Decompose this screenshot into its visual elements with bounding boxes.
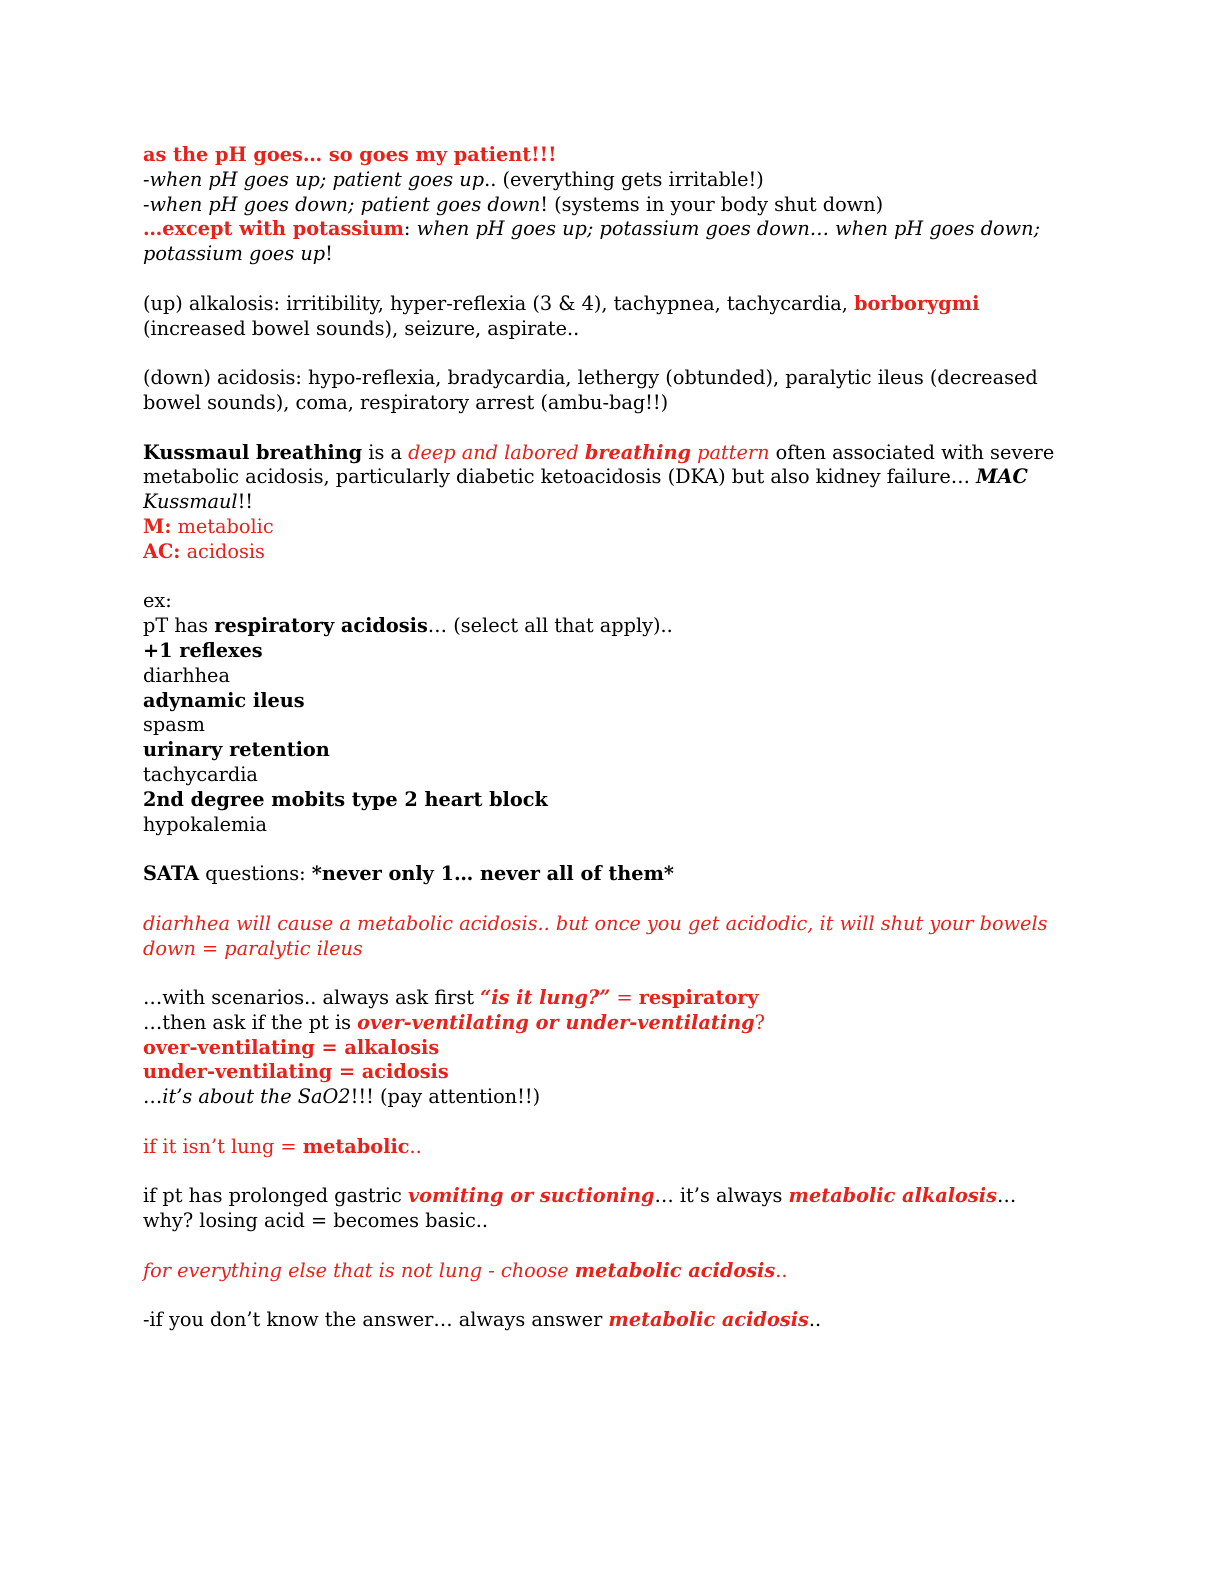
over-ventilating-line: over-ventilating = alkalosis <box>143 1035 440 1059</box>
example-option: +1 reflexes <box>143 638 263 662</box>
sata-rule-line: SATA questions: *never only 1… never all of them* <box>143 862 675 886</box>
dont-know-line: -if you don’t know the answer… always answer metabolic acidosis.. <box>143 1308 822 1332</box>
example-label: ex: <box>143 589 172 613</box>
potassium-exception-line-2: potassium goes up! <box>143 242 333 266</box>
scenario-ventilating-line: …then ask if the pt is over-ventilating or under-ventilating? <box>143 1010 765 1034</box>
kussmaul-line-2: metabolic acidosis, particularly diabetic ketoacidosis (DKA) but also kidney failure… MAC <box>143 465 1028 489</box>
kussmaul-line-3: Kussmaul!! <box>143 490 254 514</box>
intro-down-line: -when pH goes down; patient goes down! (systems in your body shut down) <box>143 192 884 216</box>
borborygmi-highlight: borborygmi <box>854 291 980 315</box>
scenario-lung-line: …with scenarios.. always ask first “is it lung?” = respiratory <box>143 986 759 1010</box>
vomiting-line: if pt has prolonged gastric vomiting or suctioning… it’s always metabolic alkalosis… <box>143 1184 1017 1208</box>
mac-m-line: M: metabolic <box>143 514 274 538</box>
example-question: pT has respiratory acidosis… (select all that apply).. <box>143 614 673 638</box>
mac-ac-line: AC: acidosis <box>143 539 265 563</box>
kussmaul-line: Kussmaul breathing is a deep and labored breathing pattern often associated with severe <box>143 440 1055 464</box>
metabolic-line: if it isn’t lung = metabolic.. <box>143 1134 422 1158</box>
example-option: adynamic ileus <box>143 688 305 712</box>
example-option: spasm <box>143 713 205 737</box>
sao2-line: …it’s about the SaO2!!! (pay attention!!) <box>143 1085 541 1109</box>
diarhhea-note-line: diarhhea will cause a metabolic acidosis.. but once you get acidodic, it will shut your bowels <box>143 911 1048 935</box>
example-option: hypokalemia <box>143 812 267 836</box>
under-ventilating-line: under-ventilating = acidosis <box>143 1060 449 1084</box>
acidosis-line: (down) acidosis: hypo-reflexia, bradycardia, lethergy (obtunded), paralytic ileus (decreased <box>143 366 1038 390</box>
acidosis-line-2: bowel sounds), coma, respiratory arrest (ambu-bag!!) <box>143 390 669 414</box>
document-page <box>143 143 1083 1333</box>
alkalosis-line-2: (increased bowel sounds), seizure, aspirate.. <box>143 316 580 340</box>
example-option: 2nd degree mobits type 2 heart block <box>143 787 548 811</box>
alkalosis-line: (up) alkalosis: irritibility, hyper-reflexia (3 & 4), tachypnea, tachycardia, borborygmi <box>143 291 980 315</box>
vomiting-line-2: why? losing acid = becomes basic.. <box>143 1209 489 1233</box>
intro-title: as the pH goes… so goes my patient!!! <box>143 143 557 166</box>
example-option: urinary retention <box>143 738 330 762</box>
example-option: tachycardia <box>143 762 258 786</box>
example-option: diarhhea <box>143 663 230 687</box>
potassium-exception-line: …except with potassium: when pH goes up; potassium goes down… when pH goes down; <box>143 217 1041 241</box>
intro-up-line: -when pH goes up; patient goes up.. (everything gets irritable!) <box>143 167 764 191</box>
diarhhea-note-line-2: down = paralytic ileus <box>143 936 363 960</box>
everything-else-line: for everything else that is not lung - choose metabolic acidosis.. <box>143 1258 788 1282</box>
